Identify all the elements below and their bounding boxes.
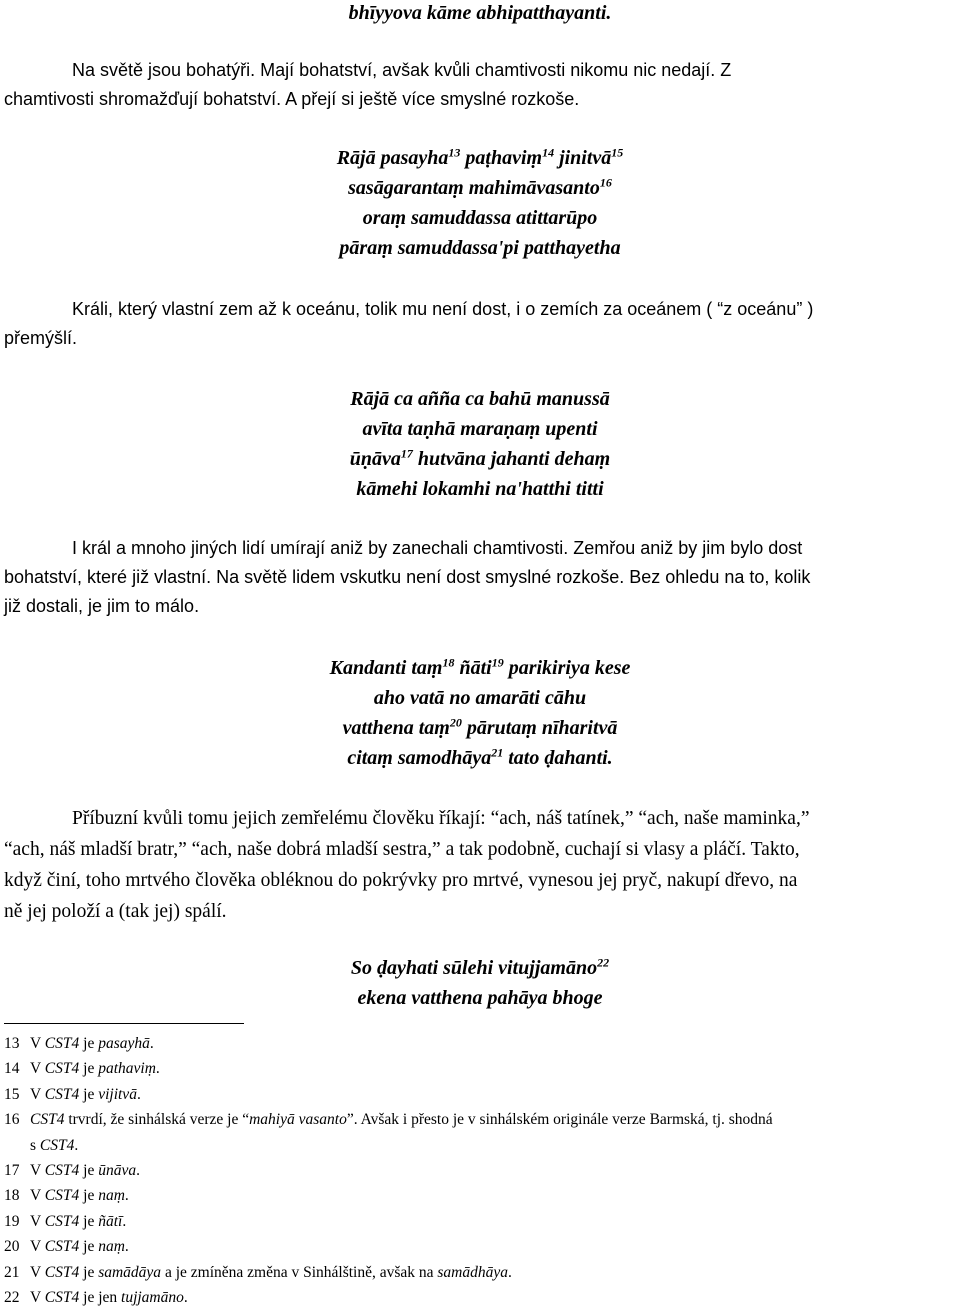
verse-line: kāmehi lokamhi na'hatthi titti bbox=[356, 478, 604, 500]
verse-line: Kandanti taṃ$^{18}$ ñāti$^{19}$ parikiriya kese bbox=[329, 655, 631, 679]
verse-line: So ḍayhati sūlehi vitujjamāno$^{22}$ bbox=[350, 955, 610, 979]
verse-line: Rājā ca añña ca bahū manussā bbox=[350, 388, 610, 410]
paragraph-1 bbox=[4, 56, 952, 114]
footnote: 18 V CST4 je naṃ. bbox=[4, 1187, 129, 1205]
paragraph-3 bbox=[4, 534, 952, 621]
paragraph-line: když činí, toho mrtvého člověka obléknou do pokrývky pro mrtvé, vynesou jej pryč, nakupí dřevo, na bbox=[4, 870, 798, 891]
footnote-ref: 17 bbox=[400, 446, 413, 461]
footnotes bbox=[4, 1031, 956, 1310]
footnote-ref: 16 bbox=[599, 175, 612, 190]
verse-line: vatthena taṃ$^{20}$ pārutaṃ nīharitvā bbox=[342, 715, 618, 739]
paragraph-4 bbox=[4, 803, 952, 927]
paragraph-line: Králi, který vlastní zem až k oceánu, tolik mu není dost, i o zemích za oceánem ( “z oceánu” ) bbox=[72, 299, 814, 319]
footnote: 13 V CST4 je pasayhā. bbox=[4, 1035, 154, 1052]
footnote-ref: 19 bbox=[491, 655, 504, 670]
verse-line: bhīyyova kāme abhipatthayanti. bbox=[348, 2, 612, 24]
footnote-ref: 18 bbox=[442, 655, 455, 670]
verse-line: pāraṃ samuddassa'pi patthayetha bbox=[339, 237, 621, 259]
verse-3 bbox=[0, 653, 960, 773]
footnote: 15 V CST4 je vijitvā. bbox=[4, 1085, 141, 1103]
verse-line: Rājā pasayha$^{13}$ paṭhaviṃ$^{14}$ jinitvā$^{15}$ bbox=[336, 145, 624, 169]
footnote: 14 V CST4 je pathaviṃ. bbox=[4, 1060, 160, 1078]
footnote-ref: 15 bbox=[611, 145, 624, 160]
footnote: 19 V CST4 je ñātī. bbox=[4, 1212, 127, 1230]
paragraph-line: ně jej položí a (tak jej) spálí. bbox=[4, 901, 227, 922]
verse-line: ekena vatthena pahāya bhoge bbox=[357, 987, 603, 1009]
paragraph-line: I král a mnoho jiných lidí umírají aniž by zanechali chamtivosti. Zemřou aniž by jim bylo dost bbox=[72, 538, 803, 558]
paragraph-line: Příbuzní kvůli tomu jejich zemřelému člověku říkají: “ach, náš tatínek,” “ach, naše maminka,” bbox=[72, 808, 810, 829]
footnote: 21 V CST4 je samādāya a je zmíněna změna v Sinhálštině, avšak na samādhāya. bbox=[4, 1263, 512, 1281]
footnote: 20 V CST4 je naṃ. bbox=[4, 1238, 129, 1256]
paragraph-line: již dostali, je jim to málo. bbox=[4, 596, 200, 616]
footnote-ref: 22 bbox=[597, 955, 610, 970]
footnote-ref: 20 bbox=[449, 715, 462, 730]
footnote-ref: 21 bbox=[491, 745, 504, 760]
footnote-ref: 13 bbox=[448, 145, 461, 160]
verse-line: avīta taṇhā maraṇaṃ upenti bbox=[362, 418, 598, 440]
verse-1 bbox=[0, 143, 960, 263]
verse-line: sasāgarantaṃ mahimāvasanto$^{16}$ bbox=[348, 175, 612, 199]
footnote-separator bbox=[4, 1023, 244, 1024]
verse-line: oraṃ samuddassa atittarūpo bbox=[362, 207, 598, 229]
verse-2 bbox=[0, 384, 960, 504]
paragraph-line: Na světě jsou bohatýři. Mají bohatství, avšak kvůli chamtivosti nikomu nic nedají. Z bbox=[72, 60, 732, 80]
paragraph-2 bbox=[4, 295, 952, 353]
paragraph-line: bohatství, které již vlastní. Na světě lidem vskutku není dost smyslné rozkoše. Bez ohledu na to, kolik bbox=[4, 567, 811, 587]
footnote-ref: 14 bbox=[542, 145, 555, 160]
verse-line: ūṇāva$^{17}$ hutvāna jahanti dehaṃ bbox=[349, 446, 611, 470]
verse-line: citaṃ samodhāya$^{21}$ tato ḍahanti. bbox=[347, 745, 613, 769]
footnote-continuation: s CST4. bbox=[30, 1136, 79, 1154]
verse-line: aho vatā no amarāti cāhu bbox=[373, 687, 587, 709]
verse-fragment bbox=[0, 0, 960, 28]
verse-4 bbox=[0, 953, 960, 1013]
footnote: 17 V CST4 je ūnāva. bbox=[4, 1162, 140, 1180]
footnote: 22 V CST4 je jen tujjamāno. bbox=[4, 1289, 188, 1307]
paragraph-line: “ach, náš mladší bratr,” “ach, naše dobrá mladší sestra,” a tak podobně, cuchají si vlasy a pláčí. Takto, bbox=[4, 839, 800, 860]
paragraph-line: chamtivosti shromažďují bohatství. A přejí si ještě více smyslné rozkoše. bbox=[4, 89, 580, 109]
paragraph-line: přemýšlí. bbox=[4, 328, 78, 348]
footnote: 16 CST4 trvrdí, že sinhálská verze je “mahiyā vasanto”. Avšak i přesto je v sinhálském originále verze Barmská, tj. shodná bbox=[4, 1111, 773, 1129]
